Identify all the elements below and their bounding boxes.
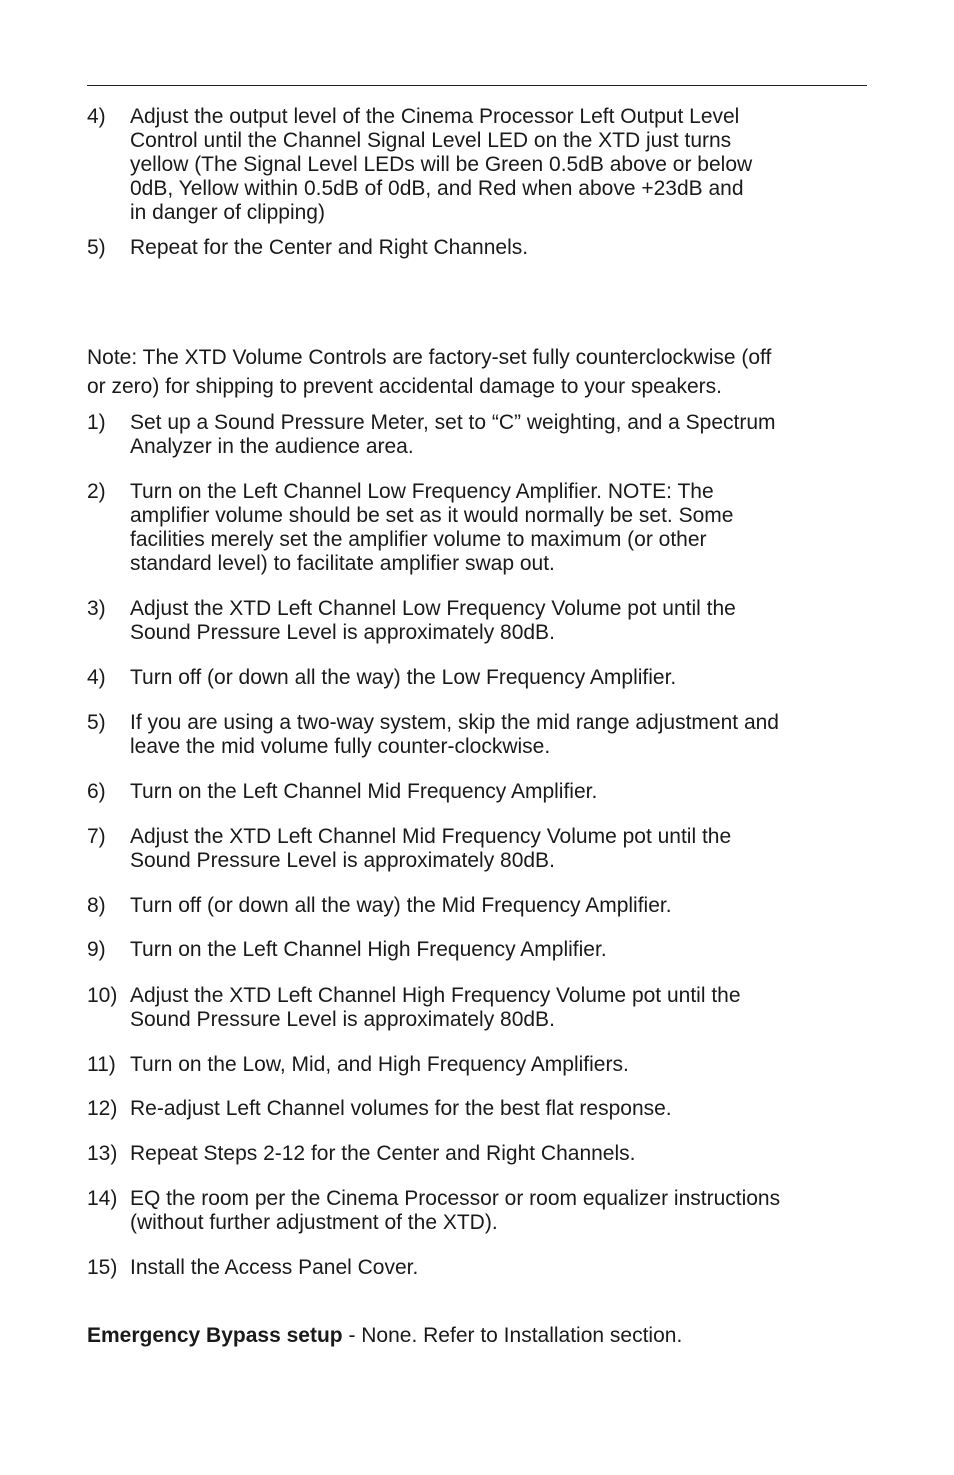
list-item [87, 236, 867, 260]
list-item [87, 984, 867, 1032]
emergency-bypass-line [87, 1300, 877, 1348]
step-text: Re-adjust Left Channel volumes for the best flat response. [130, 1097, 672, 1120]
step-text: Install the Access Panel Cover. [130, 1256, 419, 1279]
step-number: 2) [87, 480, 106, 503]
list-item [87, 666, 867, 690]
step-number: 4) [87, 105, 106, 128]
step-text: Turn on the Left Channel Low Frequency Amplifier. NOTE: The amplifier volume should be set as it would normally be set. Some facilities merely set the amplifier volume to maximum (or other standard level) to facilitate amplifier swap out. [130, 480, 734, 575]
list-item [87, 411, 867, 459]
step-number: 5) [87, 236, 106, 259]
list-item [87, 780, 867, 804]
step-text: Turn off (or down all the way) the Mid Frequency Amplifier. [130, 894, 672, 917]
list-item [87, 480, 867, 576]
step-number: 4) [87, 666, 106, 689]
step-number: 6) [87, 780, 106, 803]
step-number: 8) [87, 894, 106, 917]
list-item [87, 1053, 867, 1077]
step-text: If you are using a two-way system, skip the mid range adjustment and leave the mid volume fully counter-clockwise. [130, 711, 779, 758]
step-number: 9) [87, 938, 106, 961]
step-text: Adjust the XTD Left Channel Mid Frequency Volume pot until the Sound Pressure Level is approximately 80dB. [130, 825, 732, 872]
step-text: Turn off (or down all the way) the Low Frequency Amplifier. [130, 666, 677, 689]
step-text: Adjust the output level of the Cinema Processor Left Output Level Control until the Channel Signal Level LED on the XTD just turns yellow (The Signal Level LEDs will be Green 0.5dB above or below 0dB, Yellow within 0.5dB of 0dB, and Red when above +23dB and in danger of clipping) [130, 105, 753, 224]
step-text: Turn on the Low, Mid, and High Frequency Amplifiers. [130, 1053, 629, 1076]
step-number: 10) [87, 984, 118, 1007]
step-number: 13) [87, 1142, 118, 1165]
step-number: 3) [87, 597, 106, 620]
step-number: 5) [87, 711, 106, 734]
step-number: 1) [87, 411, 106, 434]
list-item [87, 105, 867, 225]
step-number: 7) [87, 825, 106, 848]
list-item [87, 1187, 867, 1235]
list-item [87, 1097, 867, 1121]
list-item [87, 825, 867, 873]
step-text: Turn on the Left Channel High Frequency Amplifier. [130, 938, 607, 961]
list-item [87, 938, 867, 962]
list-item [87, 597, 867, 645]
step-text: Adjust the XTD Left Channel High Frequency Volume pot until the Sound Pressure Level is approximately 80dB. [130, 984, 741, 1031]
emergency-bypass-label: Emergency Bypass setup [87, 1324, 343, 1347]
note-paragraph: Note: The XTD Volume Controls are factory-set fully counterclockwise (off or zero) for shipping to prevent accidental damage to your speakers. [87, 346, 772, 398]
list-item [87, 711, 867, 759]
list-item [87, 1142, 867, 1166]
step-text: Repeat for the Center and Right Channels. [130, 236, 529, 259]
list-item [87, 1256, 867, 1280]
step-text: Turn on the Left Channel Mid Frequency Amplifier. [130, 780, 598, 803]
step-text: Repeat Steps 2-12 for the Center and Right Channels. [130, 1142, 636, 1165]
step-number: 11) [87, 1053, 116, 1076]
step-text: Set up a Sound Pressure Meter, set to “C” weighting, and a Spectrum Analyzer in the audience area. [130, 411, 776, 458]
step-number: 12) [87, 1097, 118, 1120]
step-text: Adjust the XTD Left Channel Low Frequency Volume pot until the Sound Pressure Level is approximately 80dB. [130, 597, 736, 644]
step-number: 14) [87, 1187, 118, 1210]
list-item [87, 894, 867, 918]
emergency-bypass-text: - None. Refer to Installation section. [342, 1324, 683, 1347]
step-text: EQ the room per the Cinema Processor or room equalizer instructions (without further adjustment of the XTD). [130, 1187, 781, 1234]
top-rule [87, 85, 867, 86]
step-number: 15) [87, 1256, 118, 1279]
